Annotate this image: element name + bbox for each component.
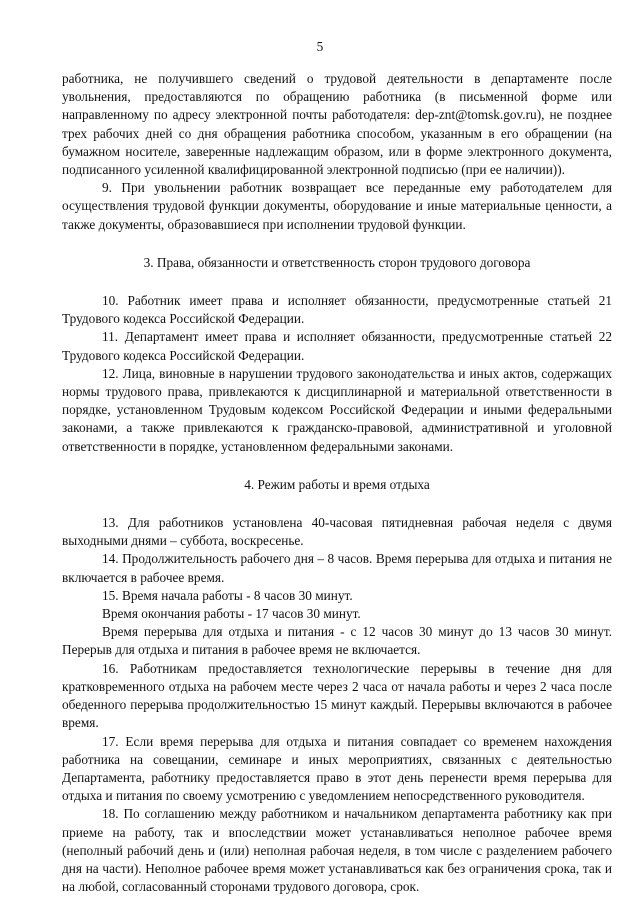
section-heading-3: 3. Права, обязанности и ответственность сторон трудового договора <box>143 254 531 270</box>
paragraph-continuation: работника, не получившего сведений о трудовой деятельности в департаменте после увольнения, предоставляются по обращению работника (в письменной форме или направленному по адресу электронной почты работодателя: dep-znt@tomsk.gov.ru), не позднее трех рабочих дней со дня обращения работника способом, указанным в его обращении (на бумажном носителе, заверенные надлежащим образом, или в форме электронного документа, подписанного усиленной квалифицированной электронной подписью (при ее наличии)). <box>62 71 612 178</box>
paragraph-18: 18. По соглашению между работником и начальником департамента работнику как при приеме на работу, так и впоследствии может устанавливаться неполное рабочее время (неполный рабочий день и (или) неполная рабочая неделя, в том числе с разделением рабочего дня на части). Неполное рабочее время может устанавливаться как без ограничения срока, так и на любой, согласованный сторонами трудового договора, срок. <box>62 806 612 895</box>
paragraph-break-time: Время перерыва для отдыха и питания - с 12 часов 30 минут до 13 часов 30 минут. Перерыв для отдыха и питания в рабочее время не включается. <box>62 624 612 658</box>
paragraph-9: 9. При увольнении работник возвращает все переданные ему работодателем для осуществления трудовой функции документы, оборудование и иные материальные ценности, а также документы, образовавшиеся при исполнении трудовой функции. <box>62 180 612 232</box>
paragraph-15: 15. Время начала работы - 8 часов 30 минут. <box>102 587 353 603</box>
paragraph-10: 10. Работник имеет права и исполняет обязанности, предусмотренные статьей 21 Трудового кодекса Российской Федерации. <box>62 293 612 327</box>
paragraph-11: 11. Департамент имеет права и исполняет обязанности, предусмотренные статьей 22 Трудового кодекса Российской Федерации. <box>62 329 612 363</box>
paragraph-12: 12. Лица, виновные в нарушении трудового законодательства и иных актов, содержащих нормы трудового права, привлекаются к дисциплинарной и материальной ответственности в порядке, установленном Трудовым кодексом Российской Федерации и иными федеральными законами, а также привлекаются к гражданско-правовой, административной и уголовной ответственности в порядке, установленном федеральными законами. <box>62 365 612 454</box>
paragraph-14: 14. Продолжительность рабочего дня – 8 часов. Время перерыва для отдыха и питания не включается в рабочее время. <box>62 551 612 585</box>
paragraph-work-end: Время окончания работы - 17 часов 30 минут. <box>102 606 361 622</box>
paragraph-16: 16. Работникам предоставляется технологические перерывы в течение дня для кратковременного отдыха на рабочем месте через 2 часа от начала работы и через 2 часа после обеденного перерыва продолжительностью 15 минут каждый. Перерывы включаются в рабочее время. <box>62 660 612 731</box>
paragraph-13: 13. Для работников установлена 40-часовая пятидневная рабочая неделя с двумя выходными днями – суббота, воскресенье. <box>62 515 612 549</box>
page-number: 5 <box>316 39 324 54</box>
section-heading-4: 4. Режим работы и время отдыха <box>244 476 430 492</box>
document-body <box>62 70 612 896</box>
paragraph-17: 17. Если время перерыва для отдыха и питания совпадает со временем нахождения работника на совещании, семинаре и иных мероприятиях, связанных с деятельностью Департамента, работнику предоставляется право в этот день перенести время перерыва для отдыха и питания по своему усмотрению с уведомлением непосредственного руководителя. <box>62 733 612 804</box>
